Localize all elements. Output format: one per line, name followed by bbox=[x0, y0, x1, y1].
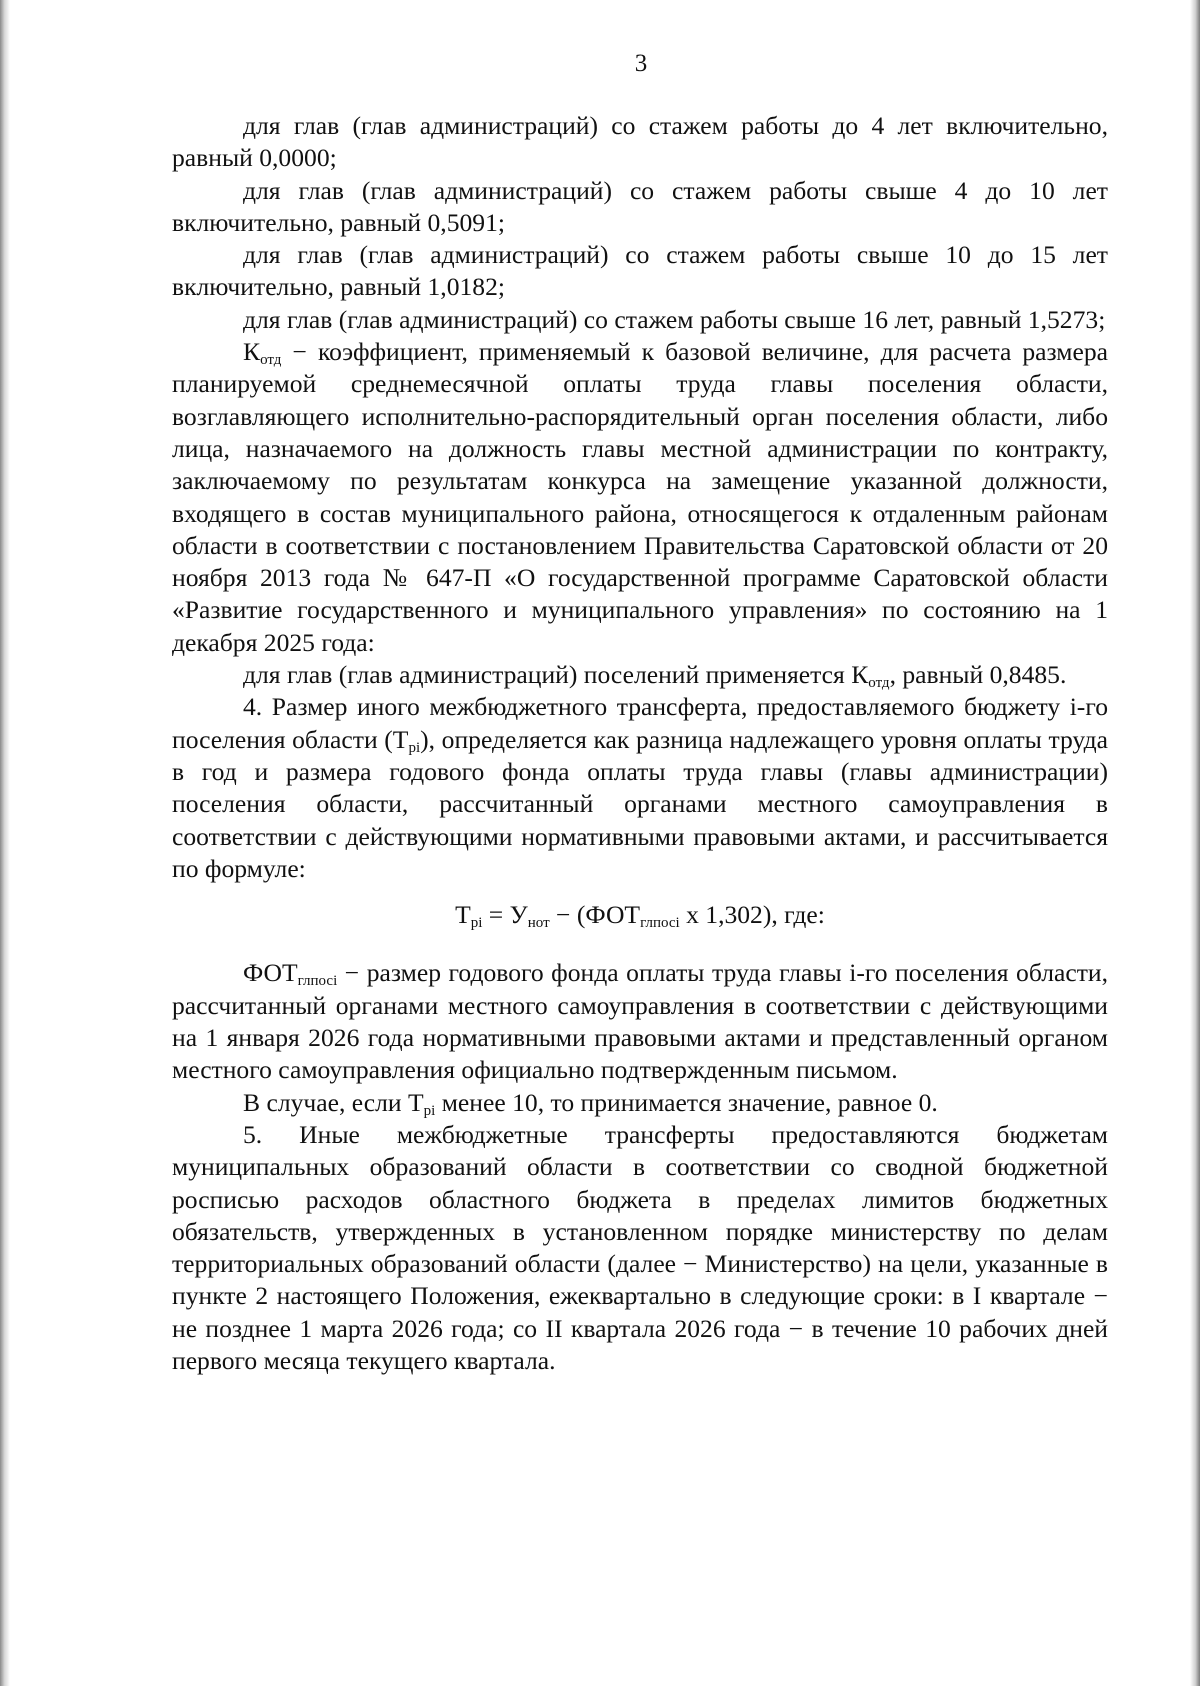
paragraph-threshold bbox=[172, 1087, 1108, 1119]
paragraph-seniority-1: для глав (глав администраций) со стажем работы до 4 лет включительно, равный 0,0000; bbox=[172, 111, 1108, 173]
paragraph-item-4 bbox=[172, 691, 1108, 885]
text-run: ФОТ bbox=[243, 958, 298, 988]
paragraph-seniority-3: для глав (глав администраций) со стажем работы свыше 10 до 15 лет включительно, равный 1,0182; bbox=[172, 240, 1108, 302]
subscript: отд bbox=[260, 352, 282, 369]
page-number: 3 bbox=[634, 50, 648, 77]
text-run: ), определяется как разница надлежащего уровня оплаты труда в год и размера годового фонда оплаты труда главы (главы администрации) поселения области, рассчитанный органами местного самоуправления в соответствии с действующими нормативными правовыми актами, и рассчитывается по формуле: bbox=[172, 724, 1108, 883]
paragraph-fot-definition bbox=[172, 957, 1108, 1086]
subscript: отд bbox=[868, 675, 890, 692]
scan-edge-left bbox=[0, 0, 10, 1686]
text-run: 4. Размер иного межбюджетного трансферта, предоставляемого бюджету i-го поселения области (Т bbox=[172, 692, 1108, 754]
text-run: 5. Иные межбюджетные трансферты предоставляются бюджетам муниципальных образований области в соответствии со сводной бюджетной росписью расходов областного бюджета в пределах лимитов бюджетных обязательств, утвержденных в установленном порядке министерству по делам территориальных образований области (далее − Министерство) на цели, указанные в пункте 2 настоящего Положения, ежеквартально в следующие сроки: в I квартале − не позднее 1 марта 2026 года; со II квартала 2026 года − в течение 10 рабочих дней первого месяца текущего квартала. bbox=[172, 1119, 1108, 1375]
formula-t: Т bbox=[455, 900, 471, 930]
text-run: В случае, если Т bbox=[243, 1087, 424, 1117]
transfer-formula bbox=[172, 899, 1108, 931]
text-run: менее 10, то принимается значение, равное 0. bbox=[435, 1087, 938, 1117]
formula-expression bbox=[455, 899, 825, 931]
subscript: pi bbox=[408, 739, 421, 756]
formula-mid: − (ФОТ bbox=[549, 900, 641, 930]
subscript: pi bbox=[423, 1102, 436, 1119]
paragraph-item-5 bbox=[172, 1119, 1108, 1377]
text-run: К bbox=[243, 337, 261, 367]
text-run: − коэффициент, применяемый к базовой величине, для расчета размера планируемой среднемесячной оплаты труда главы поселения области, возглавляющего исполнительно-распорядительный орган поселения области, либо лица, назначаемого на должность главы местной администрации по контракту, заключаемому по результатам конкурса на замещение указанной должности, входящего в состав муниципального района, относящегося к отдаленным районам области в соответствии с постановлением Правительства Саратовской области от 20 ноября 2013 года № 647-П «О государственной программе Саратовской области «Развитие государственного и муниципального управления» по состоянию на 1 декабря 2025 года: bbox=[172, 337, 1108, 657]
document-body bbox=[172, 110, 1108, 1377]
subscript: глпосi bbox=[297, 973, 338, 990]
paragraph-seniority-4: для глав (глав администраций) со стажем работы свыше 16 лет, равный 1,5273; bbox=[243, 304, 1106, 334]
formula-eq: = У bbox=[482, 900, 528, 930]
scan-edge-right bbox=[1190, 0, 1200, 1686]
paragraph-k-otd-definition bbox=[172, 336, 1108, 659]
text-run: , равный 0,8485. bbox=[889, 660, 1067, 690]
formula-fot-subscript: глпосi bbox=[640, 915, 680, 932]
formula-end: x 1,302), где: bbox=[679, 900, 825, 930]
paragraph-seniority-2: для глав (глав администраций) со стажем работы свыше 4 до 10 лет включительно, равный 0,5091; bbox=[172, 175, 1108, 237]
text-run: − размер годового фонда оплаты труда главы i-го поселения области, рассчитанный органами местного самоуправления в соответствии с действующими на 1 января 2026 года нормативными правовыми актами и представленный органом местного самоуправления официально подтвержденным письмом. bbox=[172, 958, 1108, 1085]
formula-u-subscript: нот bbox=[527, 915, 550, 932]
formula-t-subscript: pi bbox=[470, 915, 483, 932]
text-run: для глав (глав администраций) поселений применяется К bbox=[243, 660, 869, 690]
paragraph-k-otd-value bbox=[172, 659, 1108, 691]
